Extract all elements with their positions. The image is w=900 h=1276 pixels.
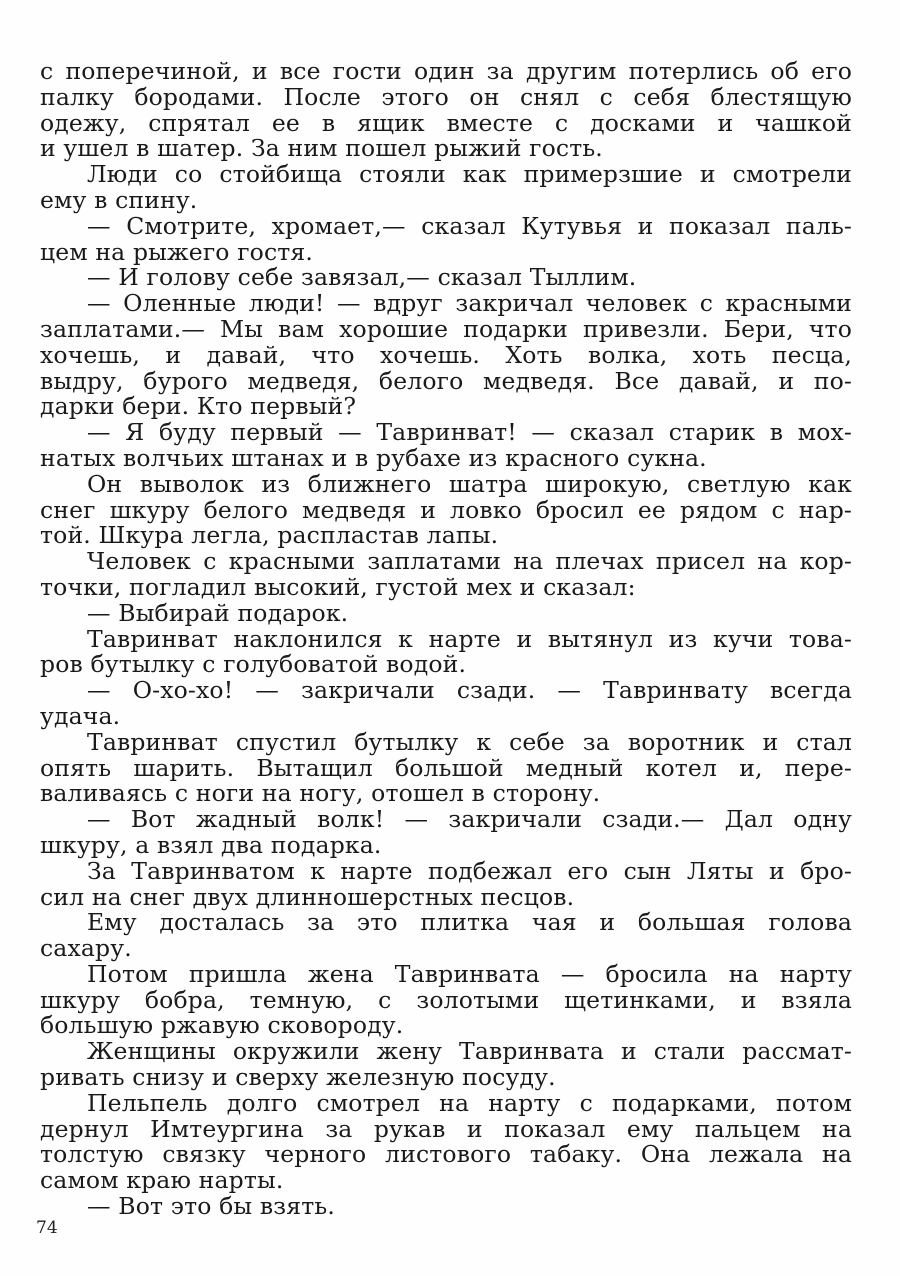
- text-line: дарки бери. Кто первый?: [40, 392, 357, 421]
- text-line: — Оленные люди! — вдруг закричал человек с красными: [87, 289, 852, 318]
- text-line: Пельпель долго смотрел на нарту с подарками, потом: [87, 1088, 852, 1117]
- text-line: удача.: [40, 701, 121, 730]
- text-line: сахару.: [40, 934, 132, 963]
- text-line: заплатами.— Мы вам хорошие подарки привезли. Бери, что: [40, 314, 852, 343]
- text-line: Женщины окружили жену Тавринвата и стали рассмат-: [87, 1037, 852, 1066]
- text-line: с поперечиной, и все гости один за другим потерлись об его: [40, 57, 852, 85]
- text-line: толстую связку черного листового табаку. Она лежала на: [40, 1140, 852, 1169]
- text-line: — Смотрите, хромает,— сказал Кутувья и показал паль-: [87, 211, 852, 240]
- text-line: той. Шкура легла, распластав лапы.: [40, 521, 499, 550]
- text-line: дернул Имтеургина за рукав и показал ему пальцем на: [40, 1114, 852, 1143]
- text-line: палку бородами. После этого он снял с себя блестящую: [40, 82, 852, 111]
- text-line: Тавринват спустил бутылку к себе за воротник и стал: [87, 727, 852, 756]
- body-text: [40, 59, 852, 1220]
- text-line: опять шарить. Вытащил большой медный котел и, пере-: [40, 753, 852, 782]
- text-line: — Вот это бы взять.: [87, 1192, 335, 1221]
- text-line: шкуру, а взял два подарка.: [40, 830, 382, 859]
- text-line: ривать снизу и сверху железную посуду.: [40, 1063, 556, 1092]
- text-line: — И голову себе завязал,— сказал Тыллим.: [87, 263, 637, 292]
- text-line: шкуру бобра, темную, с золотыми щетинками, и взяла: [40, 985, 852, 1014]
- text-line: натых волчьих штанах и в рубахе из красного сукна.: [40, 443, 707, 472]
- text-line: За Тавринватом к нарте подбежал его сын Ляты и бро-: [87, 856, 852, 885]
- text-line: ров бутылку с голубоватой водой.: [40, 650, 467, 679]
- text-line: снег шкуру белого медведя и ловко бросил ее рядом с нар-: [40, 495, 852, 524]
- text-line: Ему досталась за это плитка чая и большая голова: [87, 908, 852, 937]
- text-line: Люди со стойбища стояли как примерзшие и смотрели: [87, 160, 852, 189]
- text-line: — Выбирай подарок.: [87, 598, 349, 627]
- text-line: — О-хо-хо! — закричали сзади. — Тавринвату всегда: [87, 676, 852, 705]
- text-line: Потом пришла жена Тавринвата — бросила на нарту: [87, 959, 852, 988]
- text-line: — Я буду первый — Тавринват! — сказал старик в мох-: [87, 418, 852, 447]
- text-line: ему в спину.: [40, 185, 198, 214]
- text-line: Он выволок из ближнего шатра широкую, светлую как: [87, 469, 852, 498]
- text-line: валиваясь с ноги на ногу, отошел в сторону.: [40, 779, 601, 808]
- text-line: одежу, спрятал ее в ящик вместе с досками и чашкой: [40, 108, 852, 137]
- text-line: Тавринват наклонился к нарте и вытянул из кучи това-: [87, 624, 852, 653]
- text-line: точки, погладил высокий, густой мех и сказал:: [40, 572, 636, 601]
- text-line: — Вот жадный волк! — закричали сзади.— Дал одну: [87, 805, 852, 834]
- text-line: сил на снег двух длинношерстных песцов.: [40, 882, 575, 911]
- text-line: хочешь, и давай, что хочешь. Хоть волка, хоть песца,: [40, 340, 852, 369]
- text-line: цем на рыжего гостя.: [40, 237, 314, 266]
- page-number: 74: [36, 1218, 58, 1238]
- text-line: и ушел в шатер. За ним пошел рыжий гость.: [40, 134, 603, 163]
- text-line: самом краю нарты.: [40, 1166, 284, 1195]
- text-line: Человек с красными заплатами на плечах присел на кор-: [87, 547, 852, 576]
- text-line: большую ржавую сковороду.: [40, 1011, 404, 1040]
- text-line: выдру, бурого медведя, белого медведя. Все давай, и по-: [40, 366, 852, 395]
